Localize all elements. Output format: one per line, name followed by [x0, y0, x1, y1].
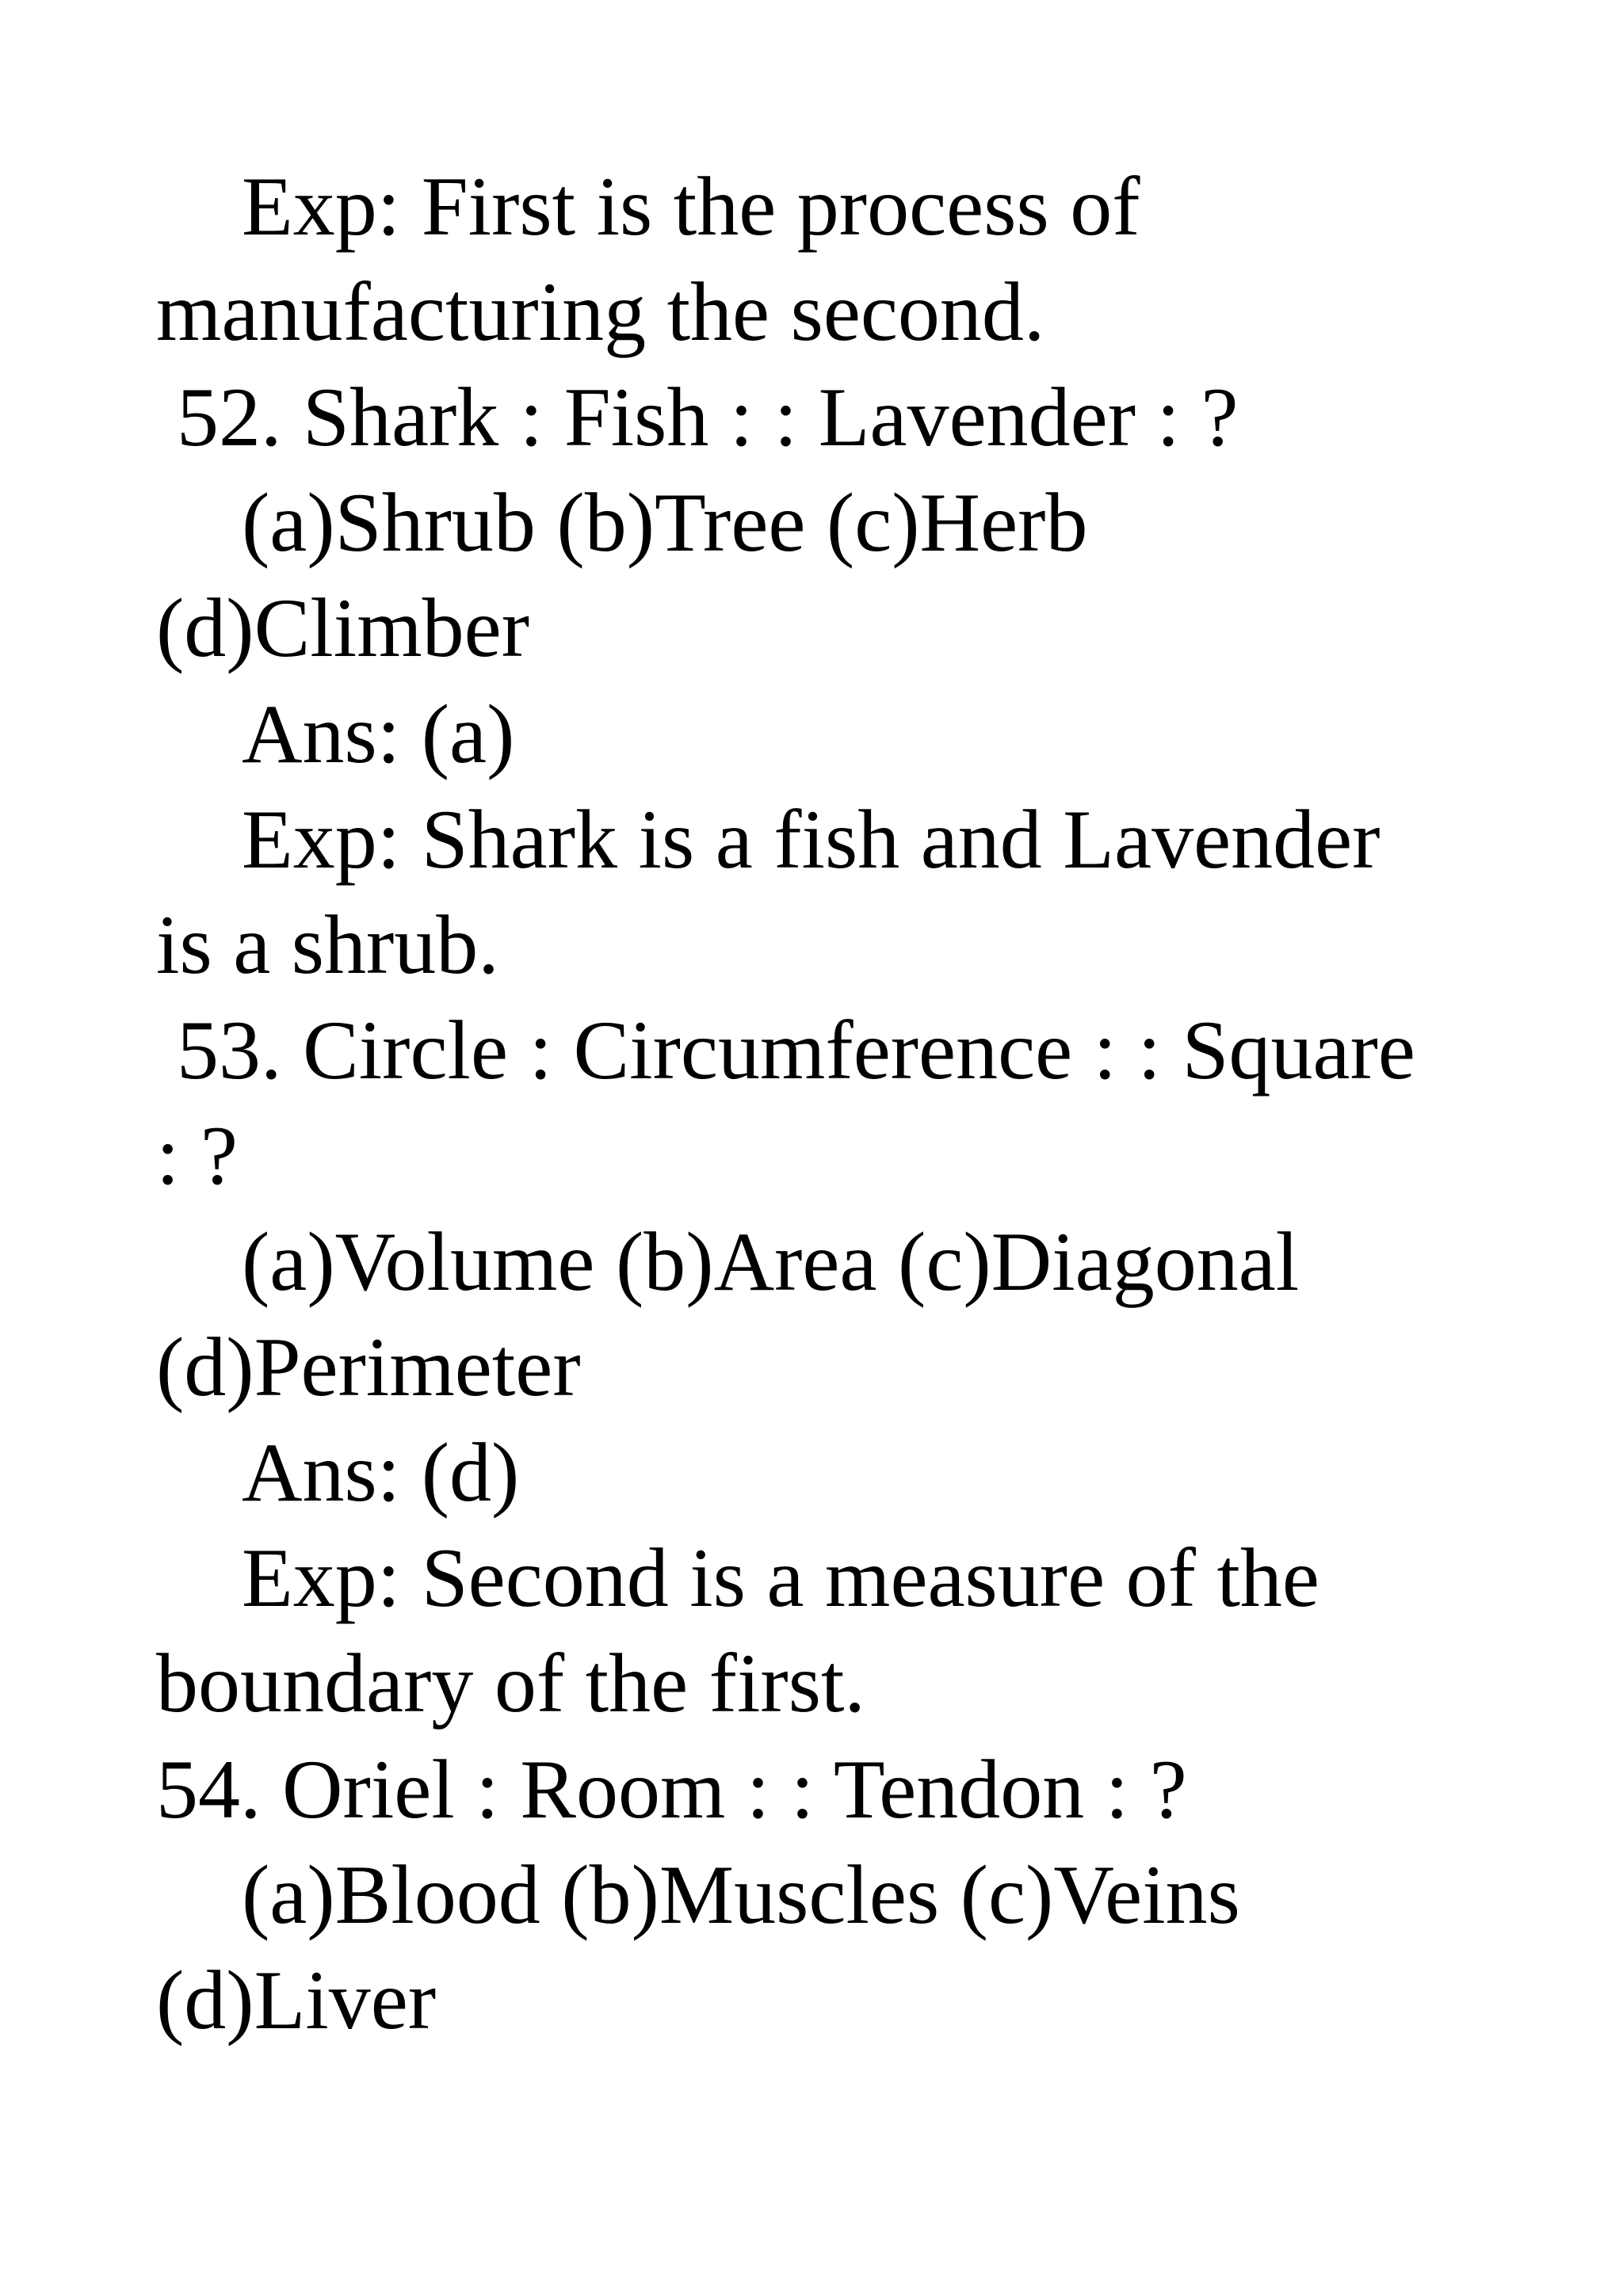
q52-explanation-line-1: Exp: Shark is a fish and Lavender [242, 793, 1381, 886]
q51-explanation-line-2: manufacturing the second. [156, 265, 1045, 358]
q52-options-line-1: (a)Shrub (b)Tree (c)Herb [242, 476, 1088, 569]
q53-answer: Ans: (d) [242, 1426, 520, 1519]
q53-options-line-2: (d)Perimeter [156, 1321, 581, 1413]
q53-question-line-2: : ? [156, 1109, 238, 1202]
q54-options-line-1: (a)Blood (b)Muscles (c)Veins [242, 1848, 1240, 1941]
q51-explanation-line-1: Exp: First is the process of [242, 160, 1140, 253]
q53-question-line-1: 53. Circle : Circumference : : Square [177, 1004, 1415, 1097]
q52-question: 52. Shark : Fish : : Lavender : ? [177, 371, 1239, 463]
q52-answer: Ans: (a) [242, 688, 515, 780]
q53-explanation-line-2: boundary of the first. [156, 1637, 865, 1730]
q54-question: 54. Oriel : Room : : Tendon : ? [156, 1743, 1187, 1836]
q54-options-line-2: (d)Liver [156, 1954, 437, 2046]
q52-options-line-2: (d)Climber [156, 582, 529, 674]
q53-options-line-1: (a)Volume (b)Area (c)Diagonal [242, 1215, 1300, 1308]
q53-explanation-line-1: Exp: Second is a measure of the [242, 1531, 1319, 1624]
q52-explanation-line-2: is a shrub. [156, 898, 499, 991]
